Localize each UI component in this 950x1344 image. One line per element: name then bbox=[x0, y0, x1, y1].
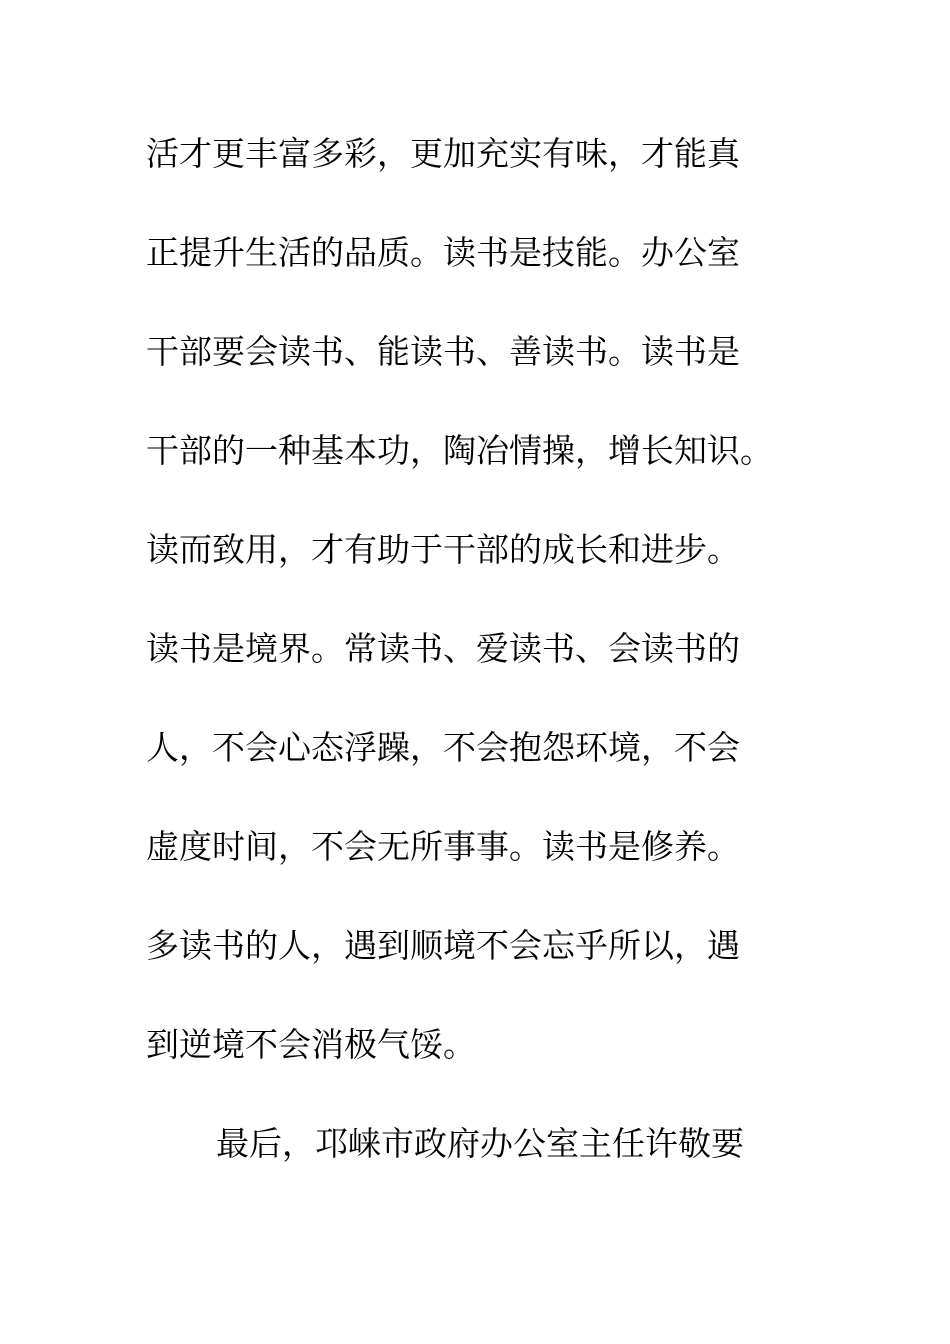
text-line: 人，不会心态浮躁，不会抱怨环境，不会 bbox=[146, 728, 740, 767]
paragraph-start-line: 最后，邛崃市政府办公室主任许敬要 bbox=[216, 1124, 744, 1163]
text-line: 到逆境不会消极气馁。 bbox=[146, 1025, 476, 1064]
text-line: 虚度时间，不会无所事事。读书是修养。 bbox=[146, 827, 740, 866]
body-text bbox=[146, 126, 826, 1215]
text-line: 活才更丰富多彩，更加充实有味，才能真 bbox=[146, 134, 740, 173]
text-line: 读而致用，才有助于干部的成长和进步。 bbox=[146, 530, 740, 569]
text-line: 正提升生活的品质。读书是技能。办公室 bbox=[146, 233, 740, 272]
text-line: 读书是境界。常读书、爱读书、会读书的 bbox=[146, 629, 740, 668]
text-line: 干部的一种基本功，陶冶情操，增长知识。 bbox=[146, 431, 773, 470]
text-line: 干部要会读书、能读书、善读书。读书是 bbox=[146, 332, 740, 371]
text-line: 多读书的人，遇到顺境不会忘乎所以，遇 bbox=[146, 926, 740, 965]
